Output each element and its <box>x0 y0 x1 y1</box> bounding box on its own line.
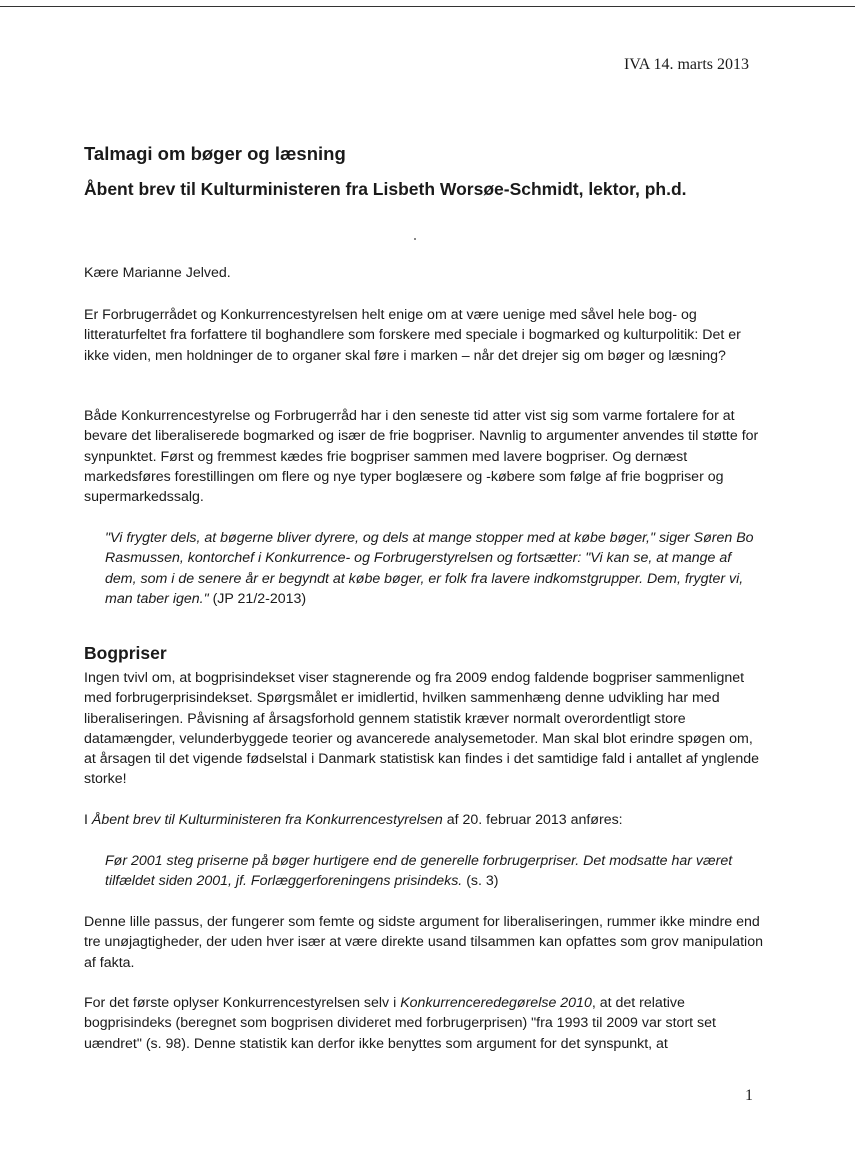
quote2-text: Før 2001 steg priserne på bøger hurtigere end de generelle forbrugerpriser. Det modsatte har været tilfældet siden 2001, jf. Forlæggerforeningens prisindeks. <box>105 853 733 890</box>
quote2-source: (s. 3) <box>462 873 499 890</box>
first-point-suffix: , at det relative bogprisindeks (beregnet som bogprisen divideret med forbrugerprisen) "fra 1993 til 2009 var stort set uændret" (s. 98). Denne statistik kan derfor ikke benyttes som argument for det synspunkt, at <box>84 995 716 1052</box>
paragraph-arguments: Både Konkurrencestyrelse og Forbrugerråd har i den seneste tid atter vist sig som varme fortalere for at bevare det liberaliserede bogmarked og især de frie bogpriser. Navnlig to argumenter anvendes til støtte for synpunktet. Først og fremmest kædes frie bogpriser sammen med lavere bogpriser. Og dernæst markedsføres forestillingen om flere og nye typer boglæsere og -købere som følge af frie bogpriser og supermarkedssalg. <box>84 408 759 506</box>
scan-top-border <box>0 6 855 7</box>
document-subtitle: Åbent brev til Kulturministeren fra Lisbeth Worsøe-Schmidt, lektor, ph.d. <box>84 179 687 199</box>
paragraph-passus: Denne lille passus, der fungerer som femte og sidste argument for liberaliseringen, rummer ikke mindre end tre unøjagtigheder, der uden hver især at være direkte usand tilsammen kan opfattes som grov manipulation af fakta. <box>84 914 763 971</box>
paragraph-citation-intro <box>84 810 764 830</box>
report-title: Konkurrenceredegørelse 2010 <box>400 995 592 1011</box>
section-heading-bogpriser: Bogpriser <box>84 643 167 663</box>
salutation: Kære Marianne Jelved. <box>84 265 231 281</box>
citation-title: Åbent brev til Kulturministeren fra Konkurrencestyrelsen <box>91 812 443 828</box>
paragraph-intro: Er Forbrugerrådet og Konkurrencestyrelsen helt enige om at være uenige med såvel hele bog- og litteraturfeltet fra forfattere til boghandlere som forskere med speciale i bogmarked og kulturpolitik: Det er ikke viden, men holdninger de to organer skal føre i marken – når det drejer sig om bøger og læsning? <box>84 307 741 364</box>
quote-block-1 <box>105 528 765 609</box>
first-point-prefix: For det første oplyser Konkurrencestyrelsen selv i <box>84 995 401 1011</box>
citation-prefix: I <box>84 812 92 828</box>
document-date: IVA 14. marts 2013 <box>623 56 749 73</box>
quote-source: (JP 21/2-2013) <box>208 590 307 607</box>
paragraph-first-point <box>84 993 764 1054</box>
quote-text: "Vi frygter dels, at bøgerne bliver dyrere, og dels at mange stopper med at købe bøger," siger Søren Bo Rasmussen, kontorchef i Konkurrence- og Forbrugerstyrelsen og fortsætter: "Vi kan se, at mange af dem, som i de senere år er begyndt at købe bøger, er folk fra lavere indkomstgrupper. Dem, frygter vi, man taber igen." <box>105 530 754 607</box>
scan-speck <box>414 238 416 240</box>
paragraph-bogprisindeks: Ingen tvivl om, at bogprisindekset viser stagnerende og fra 2009 endog faldende bogpriser sammenlignet med forbrugerprisindekset. Spørgsmålet er imidlertid, hvilken sammenhæng denne udvikling har med liberaliseringen. Påvisning af årsagsforhold gennem statistik kræver normalt overordentligt store datamængder, velunderbyggede teorier og avancerede analysemetoder. Man skal blot erindre spøgen om, at årsagen til det vigende fødselstal i Danmark statistisk kan findes i det samtidige fald i antallet af ynglende storke! <box>84 670 760 788</box>
quote-block-2 <box>105 851 765 892</box>
document-title: Talmagi om bøger og læsning <box>84 143 346 164</box>
page-number: 1 <box>745 1087 753 1104</box>
citation-suffix: af 20. februar 2013 anføres: <box>442 812 623 828</box>
